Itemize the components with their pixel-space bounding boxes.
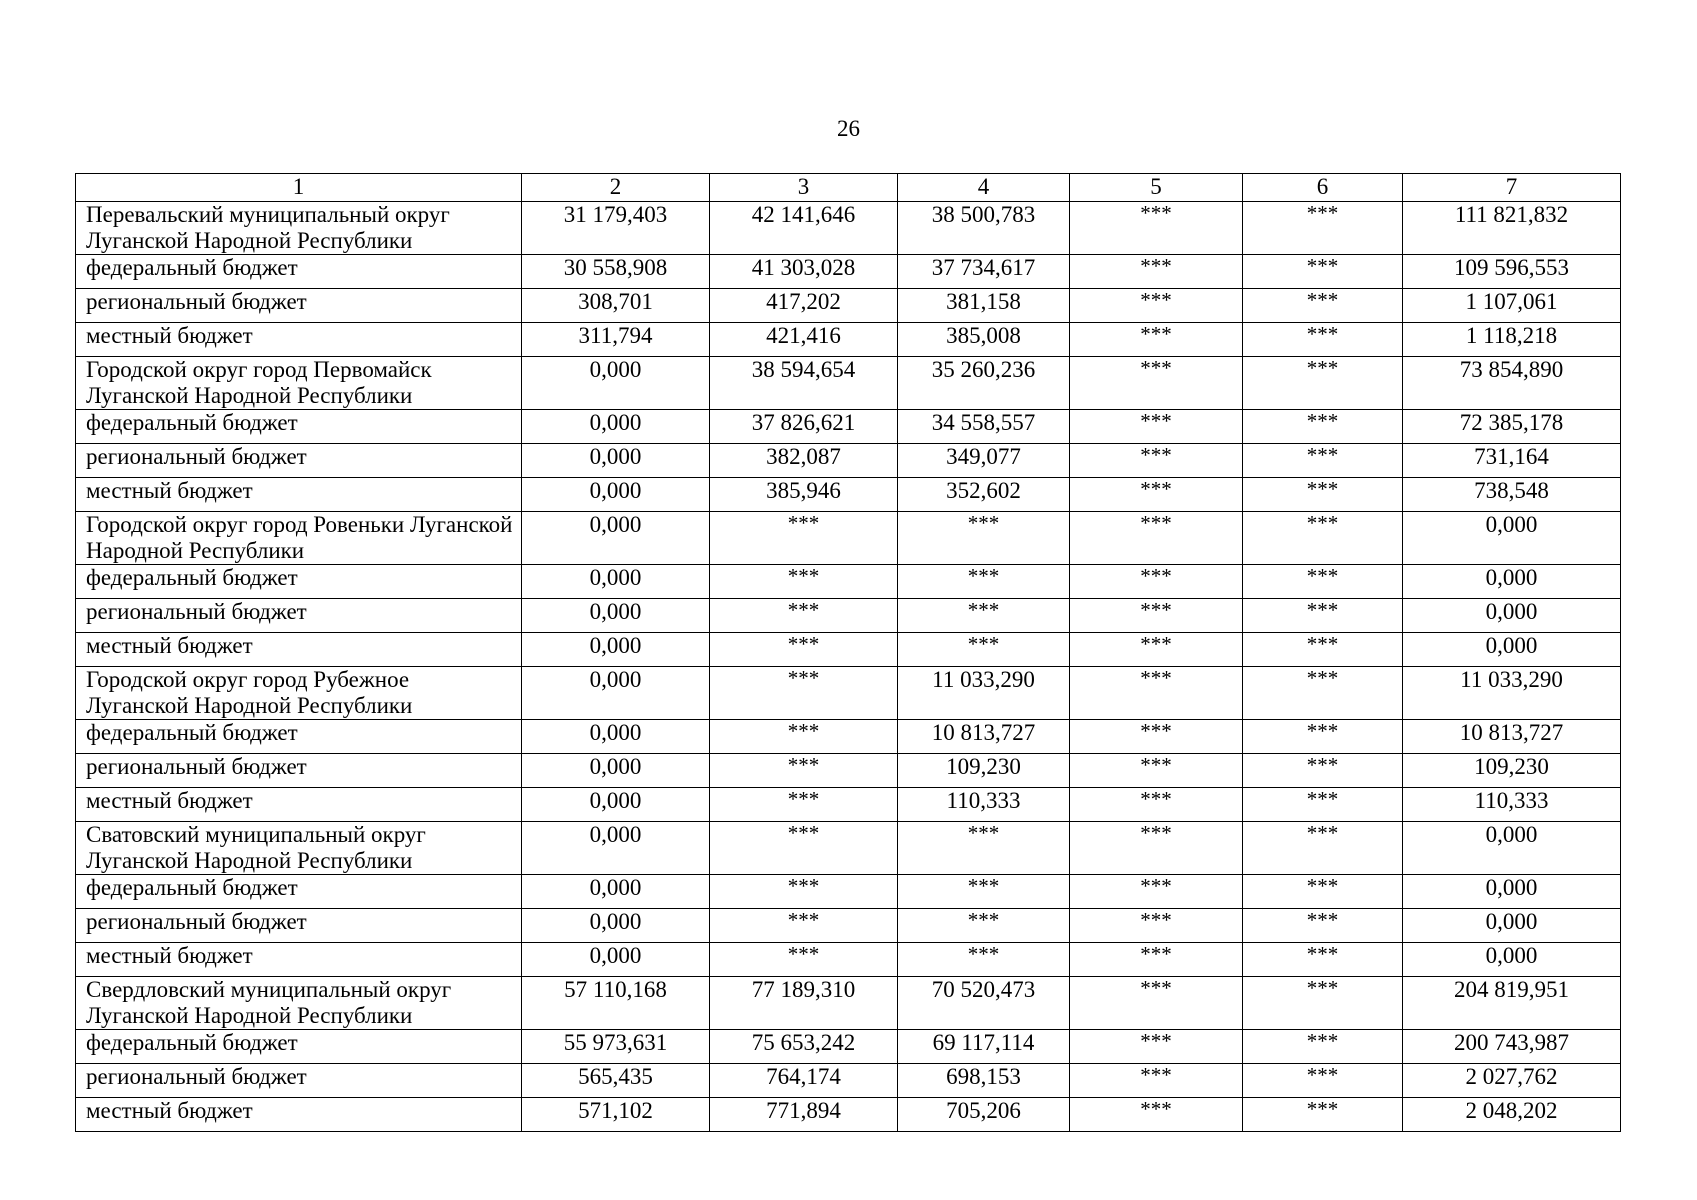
value-cell: 110,333	[898, 788, 1070, 822]
value-cell: 0,000	[1403, 909, 1621, 943]
value-cell: 38 500,783	[898, 202, 1070, 255]
value-cell: 110,333	[1403, 788, 1621, 822]
value-cell: 34 558,557	[898, 410, 1070, 444]
municipality-name-cell: Перевальский муниципальный округ Луганской Народной Республики	[76, 202, 522, 255]
value-cell: ***	[1070, 202, 1243, 255]
value-cell: ***	[1070, 977, 1243, 1030]
value-cell: ***	[1070, 943, 1243, 977]
budget-row	[76, 444, 1621, 478]
municipality-row	[76, 202, 1621, 255]
value-cell: ***	[1243, 512, 1403, 565]
value-cell: 565,435	[522, 1064, 710, 1098]
value-cell: 0,000	[1403, 943, 1621, 977]
value-cell: 72 385,178	[1403, 410, 1621, 444]
value-cell: 308,701	[522, 289, 710, 323]
value-cell: ***	[1070, 754, 1243, 788]
value-cell: ***	[710, 599, 898, 633]
budget-row	[76, 255, 1621, 289]
budget-type-cell: федеральный бюджет	[76, 1030, 522, 1064]
municipality-row	[76, 667, 1621, 720]
value-cell: 705,206	[898, 1098, 1070, 1132]
budget-row	[76, 599, 1621, 633]
budget-type-cell: региональный бюджет	[76, 289, 522, 323]
column-number-cell: 6	[1243, 174, 1403, 202]
value-cell: ***	[898, 943, 1070, 977]
table-body	[76, 174, 1621, 1132]
value-cell: 10 813,727	[1403, 720, 1621, 754]
value-cell: ***	[710, 512, 898, 565]
budget-row	[76, 289, 1621, 323]
value-cell: 109 596,553	[1403, 255, 1621, 289]
value-cell: ***	[1070, 1030, 1243, 1064]
value-cell: 0,000	[522, 875, 710, 909]
budget-type-cell: местный бюджет	[76, 788, 522, 822]
value-cell: ***	[710, 943, 898, 977]
value-cell: 571,102	[522, 1098, 710, 1132]
value-cell: ***	[1070, 667, 1243, 720]
value-cell: ***	[1243, 357, 1403, 410]
value-cell: ***	[1070, 289, 1243, 323]
value-cell: ***	[1243, 1030, 1403, 1064]
budget-row	[76, 1064, 1621, 1098]
value-cell: ***	[1243, 599, 1403, 633]
value-cell: 352,602	[898, 478, 1070, 512]
value-cell: 57 110,168	[522, 977, 710, 1030]
value-cell: ***	[710, 788, 898, 822]
budget-row	[76, 909, 1621, 943]
budget-type-cell: региональный бюджет	[76, 599, 522, 633]
value-cell: ***	[1243, 565, 1403, 599]
value-cell: 0,000	[522, 410, 710, 444]
value-cell: 37 734,617	[898, 255, 1070, 289]
value-cell: 0,000	[522, 943, 710, 977]
budget-table	[75, 173, 1621, 1132]
value-cell: 738,548	[1403, 478, 1621, 512]
budget-row	[76, 943, 1621, 977]
budget-row	[76, 633, 1621, 667]
value-cell: 204 819,951	[1403, 977, 1621, 1030]
value-cell: 55 973,631	[522, 1030, 710, 1064]
value-cell: ***	[1243, 289, 1403, 323]
value-cell: ***	[898, 822, 1070, 875]
value-cell: ***	[1070, 478, 1243, 512]
value-cell: ***	[1243, 478, 1403, 512]
value-cell: 200 743,987	[1403, 1030, 1621, 1064]
value-cell: ***	[1243, 410, 1403, 444]
budget-type-cell: региональный бюджет	[76, 444, 522, 478]
value-cell: ***	[1243, 977, 1403, 1030]
value-cell: ***	[1243, 1064, 1403, 1098]
value-cell: ***	[1243, 444, 1403, 478]
value-cell: ***	[1070, 410, 1243, 444]
value-cell: 0,000	[522, 633, 710, 667]
budget-type-cell: федеральный бюджет	[76, 875, 522, 909]
budget-row	[76, 1030, 1621, 1064]
value-cell: 35 260,236	[898, 357, 1070, 410]
value-cell: 0,000	[522, 599, 710, 633]
value-cell: 111 821,832	[1403, 202, 1621, 255]
budget-type-cell: федеральный бюджет	[76, 410, 522, 444]
budget-type-cell: федеральный бюджет	[76, 565, 522, 599]
value-cell: 70 520,473	[898, 977, 1070, 1030]
value-cell: ***	[710, 565, 898, 599]
value-cell: ***	[898, 875, 1070, 909]
municipality-row	[76, 977, 1621, 1030]
budget-type-cell: региональный бюджет	[76, 754, 522, 788]
value-cell: ***	[898, 633, 1070, 667]
value-cell: ***	[1243, 667, 1403, 720]
value-cell: 0,000	[1403, 633, 1621, 667]
value-cell: 731,164	[1403, 444, 1621, 478]
value-cell: ***	[898, 512, 1070, 565]
value-cell: ***	[1070, 633, 1243, 667]
value-cell: ***	[710, 875, 898, 909]
municipality-name-cell: Городской округ город Ровеньки Луганской Народной Республики	[76, 512, 522, 565]
value-cell: ***	[1243, 1098, 1403, 1132]
budget-row	[76, 788, 1621, 822]
value-cell: ***	[710, 754, 898, 788]
value-cell: 69 117,114	[898, 1030, 1070, 1064]
budget-type-cell: местный бюджет	[76, 1098, 522, 1132]
budget-type-cell: федеральный бюджет	[76, 255, 522, 289]
value-cell: ***	[1243, 875, 1403, 909]
value-cell: ***	[1243, 633, 1403, 667]
value-cell: 41 303,028	[710, 255, 898, 289]
budget-type-cell: местный бюджет	[76, 478, 522, 512]
value-cell: 0,000	[1403, 599, 1621, 633]
value-cell: 0,000	[522, 720, 710, 754]
value-cell: 0,000	[522, 822, 710, 875]
value-cell: 2 048,202	[1403, 1098, 1621, 1132]
value-cell: 0,000	[522, 444, 710, 478]
value-cell: ***	[1243, 788, 1403, 822]
value-cell: 75 653,242	[710, 1030, 898, 1064]
value-cell: ***	[1070, 909, 1243, 943]
value-cell: 0,000	[522, 565, 710, 599]
value-cell: 42 141,646	[710, 202, 898, 255]
budget-type-cell: региональный бюджет	[76, 1064, 522, 1098]
value-cell: ***	[1070, 357, 1243, 410]
value-cell: ***	[1070, 255, 1243, 289]
value-cell: 2 027,762	[1403, 1064, 1621, 1098]
value-cell: 77 189,310	[710, 977, 898, 1030]
budget-row	[76, 410, 1621, 444]
value-cell: 0,000	[1403, 822, 1621, 875]
column-number-cell: 4	[898, 174, 1070, 202]
value-cell: 0,000	[1403, 875, 1621, 909]
value-cell: ***	[1070, 565, 1243, 599]
municipality-name-cell: Сватовский муниципальный округ Луганской Народной Республики	[76, 822, 522, 875]
value-cell: 382,087	[710, 444, 898, 478]
budget-type-cell: местный бюджет	[76, 943, 522, 977]
value-cell: 109,230	[898, 754, 1070, 788]
municipality-row	[76, 357, 1621, 410]
municipality-row	[76, 822, 1621, 875]
value-cell: ***	[1243, 943, 1403, 977]
value-cell: 349,077	[898, 444, 1070, 478]
value-cell: 381,158	[898, 289, 1070, 323]
value-cell: 30 558,908	[522, 255, 710, 289]
column-number-cell: 1	[76, 174, 522, 202]
value-cell: 73 854,890	[1403, 357, 1621, 410]
value-cell: 0,000	[522, 357, 710, 410]
value-cell: 37 826,621	[710, 410, 898, 444]
value-cell: 417,202	[710, 289, 898, 323]
column-number-cell: 3	[710, 174, 898, 202]
value-cell: 0,000	[522, 667, 710, 720]
value-cell: ***	[1070, 720, 1243, 754]
value-cell: ***	[1070, 599, 1243, 633]
value-cell: 11 033,290	[1403, 667, 1621, 720]
budget-row	[76, 565, 1621, 599]
value-cell: ***	[1243, 754, 1403, 788]
budget-row	[76, 754, 1621, 788]
value-cell: 421,416	[710, 323, 898, 357]
value-cell: ***	[898, 565, 1070, 599]
value-cell: ***	[898, 599, 1070, 633]
budget-type-cell: местный бюджет	[76, 633, 522, 667]
budget-row	[76, 478, 1621, 512]
value-cell: 764,174	[710, 1064, 898, 1098]
value-cell: 1 107,061	[1403, 289, 1621, 323]
value-cell: 11 033,290	[898, 667, 1070, 720]
value-cell: 385,946	[710, 478, 898, 512]
municipality-name-cell: Городской округ город Рубежное Луганской Народной Республики	[76, 667, 522, 720]
value-cell: ***	[898, 909, 1070, 943]
value-cell: ***	[1070, 875, 1243, 909]
budget-row	[76, 875, 1621, 909]
budget-type-cell: региональный бюджет	[76, 909, 522, 943]
value-cell: 10 813,727	[898, 720, 1070, 754]
value-cell: ***	[710, 822, 898, 875]
municipality-name-cell: Свердловский муниципальный округ Луганской Народной Республики	[76, 977, 522, 1030]
value-cell: 1 118,218	[1403, 323, 1621, 357]
column-number-row	[76, 174, 1621, 202]
value-cell: 0,000	[522, 909, 710, 943]
budget-row	[76, 323, 1621, 357]
value-cell: ***	[1070, 512, 1243, 565]
value-cell: ***	[1243, 822, 1403, 875]
value-cell: ***	[1243, 255, 1403, 289]
value-cell: ***	[1070, 1098, 1243, 1132]
value-cell: 31 179,403	[522, 202, 710, 255]
budget-row	[76, 1098, 1621, 1132]
value-cell: ***	[710, 667, 898, 720]
budget-type-cell: федеральный бюджет	[76, 720, 522, 754]
value-cell: 0,000	[1403, 565, 1621, 599]
budget-row	[76, 720, 1621, 754]
value-cell: ***	[1070, 323, 1243, 357]
value-cell: ***	[1243, 202, 1403, 255]
column-number-cell: 2	[522, 174, 710, 202]
page-number: 26	[837, 116, 860, 141]
column-number-cell: 7	[1403, 174, 1621, 202]
value-cell: ***	[710, 633, 898, 667]
municipality-row	[76, 512, 1621, 565]
value-cell: 385,008	[898, 323, 1070, 357]
column-number-cell: 5	[1070, 174, 1243, 202]
value-cell: 311,794	[522, 323, 710, 357]
value-cell: 0,000	[522, 512, 710, 565]
budget-type-cell: местный бюджет	[76, 323, 522, 357]
value-cell: ***	[1243, 720, 1403, 754]
value-cell: ***	[1070, 1064, 1243, 1098]
value-cell: 0,000	[522, 788, 710, 822]
value-cell: 0,000	[1403, 512, 1621, 565]
value-cell: 698,153	[898, 1064, 1070, 1098]
municipality-name-cell: Городской округ город Первомайск Луганской Народной Республики	[76, 357, 522, 410]
value-cell: 38 594,654	[710, 357, 898, 410]
value-cell: 0,000	[522, 478, 710, 512]
value-cell: 109,230	[1403, 754, 1621, 788]
value-cell: ***	[710, 720, 898, 754]
value-cell: ***	[1070, 788, 1243, 822]
value-cell: ***	[1070, 444, 1243, 478]
value-cell: ***	[710, 909, 898, 943]
value-cell: ***	[1243, 909, 1403, 943]
value-cell: 0,000	[522, 754, 710, 788]
value-cell: ***	[1070, 822, 1243, 875]
value-cell: 771,894	[710, 1098, 898, 1132]
value-cell: ***	[1243, 323, 1403, 357]
